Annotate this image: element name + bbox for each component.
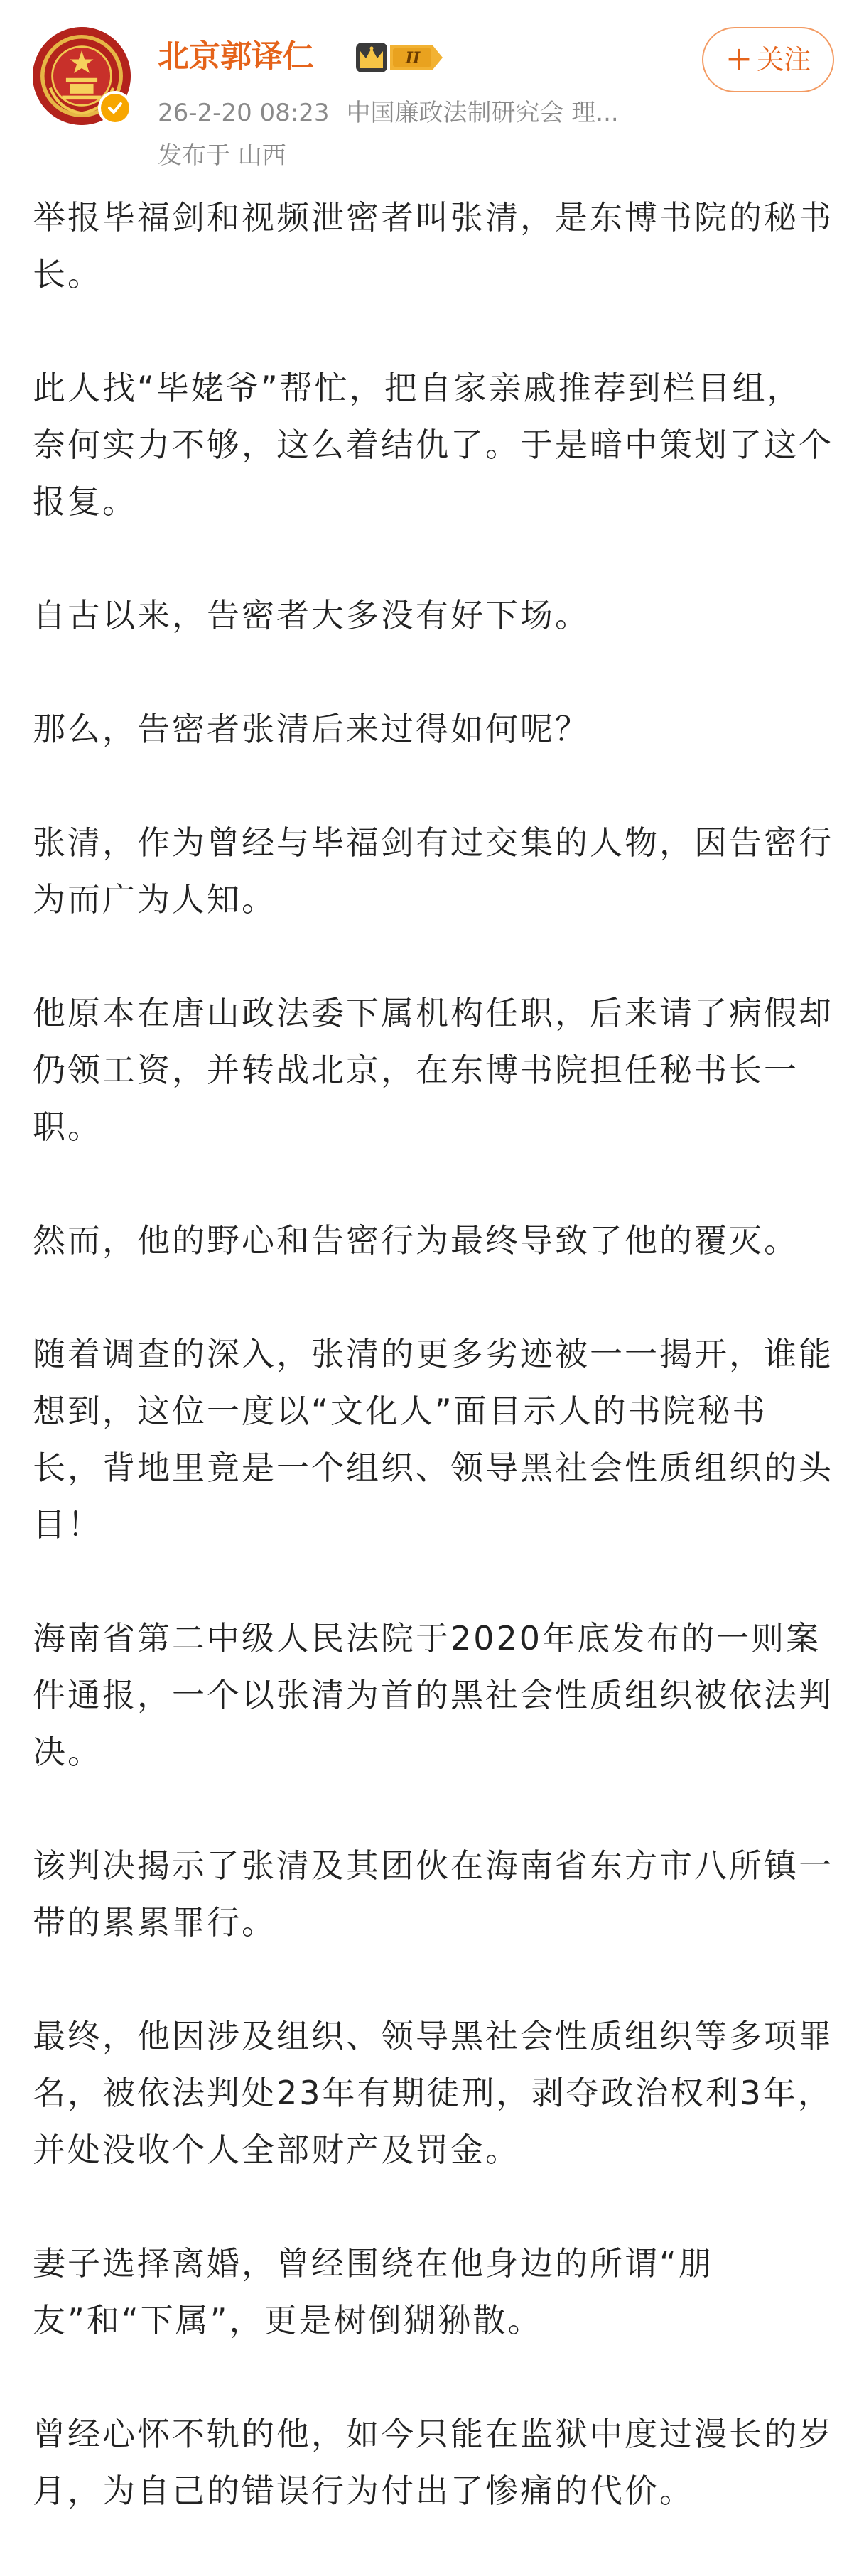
post-paragraph: 然而，他的野心和告密行为最终导致了他的覆灭。 [33,1221,799,1260]
follow-label: 关注 [757,44,811,75]
post-header [0,0,864,185]
post-paragraph: 海南省第二中级人民法院于2020年底发布的一则案件通报，一个以张清为首的黑社会性质组织被依法判决。 [33,1619,833,1771]
post-location: 发布于 山西 [158,141,286,170]
level-badge[interactable] [353,40,447,75]
verified-check-icon [101,94,129,122]
plus-icon: + [725,39,753,77]
post-paragraph: 随着调查的深入，张清的更多劣迹被一一揭开，谁能想到，这位一度以“文化人”面目示人的书院秘书长，背地里竟是一个组织、领导黑社会性质组织的头目！ [33,1335,833,1544]
post-paragraph: 举报毕福剑和视频泄密者叫张清，是东博书院的秘书长。 [33,198,833,293]
post-paragraph: 那么，告密者张清后来过得如何呢？ [33,710,590,748]
post-paragraph: 最终，他因涉及组织、领导黑社会性质组织等多项罪名，被依法判处23年有期徒刑，剥夺政治权利3年，并处没收个人全部财产及罚金。 [33,2017,833,2169]
post-paragraph: 妻子选择离婚，曾经围绕在他身边的所谓“朋友”和“下属”，更是树倒猢狲散。 [33,2244,713,2339]
post-body [33,189,836,2576]
post-paragraph: 曾经心怀不轨的他，如今只能在监狱中度过漫长的岁月，为自己的错误行为付出了惨痛的代价。 [33,2415,833,2510]
post-timestamp[interactable]: 26-2-20 08:23 [158,99,330,127]
post-paragraph: 此人找“毕姥爷”帮忙，把自家亲戚推荐到栏目组，奈何实力不够，这么着结仇了。于是暗中策划了这个报复。 [33,369,833,521]
post-paragraph: 自古以来，告密者大多没有好下场。 [33,596,590,634]
verified-badge [98,91,132,125]
post-source[interactable]: 中国廉政法制研究会 理... [346,99,619,127]
post-meta [158,97,619,129]
crown-level-badge-icon [353,40,447,75]
level-label: II [405,49,421,67]
post-paragraph: 他原本在唐山政法委下属机构任职，后来请了病假却仍领工资，并转战北京，在东博书院担任秘书长一职。 [33,994,833,1146]
post-paragraph: 张清，作为曾经与毕福剑有过交集的人物，因告密行为而广为人知。 [33,823,833,919]
follow-button[interactable] [702,27,834,92]
post-paragraph: 该判决揭示了张清及其团伙在海南省东方市八所镇一带的累累罪行。 [33,1846,833,1942]
username[interactable]: 北京郭译仁 [158,38,314,75]
